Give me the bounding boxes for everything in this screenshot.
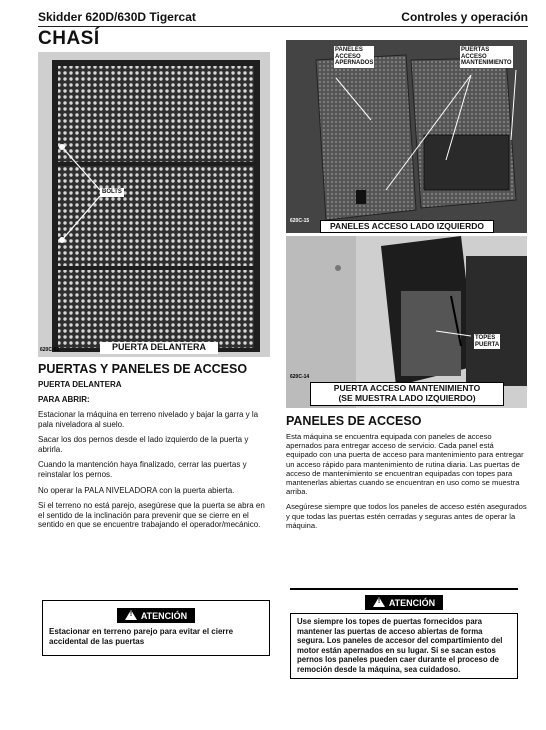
bolted-panels-callout: PANELES ACCESO APERNADOS: [335, 47, 374, 66]
warning-header: [290, 593, 518, 611]
header-left: Skidder 620D/630D Tigercat: [38, 10, 196, 24]
paragraph: Si el terreno no está parejo, asegúrese que la puerta se abra en el sentido de la inclinación para prevenir que se cierre en el sentido en que se encuentre trabajando el operador/mecánico.: [38, 501, 265, 530]
warning-box-left: [42, 600, 270, 656]
paragraph: Asegúrese siempre que todos los paneles de acceso estén asegurados y que todas las puertas estén cerradas y seguras antes de operar la máquina.: [286, 502, 527, 530]
paragraph: Cuando la mantención haya finalizado, cerrar las puertas y reinstalar los pernos.: [38, 460, 247, 479]
paragraph: Esta máquina se encuentra equipada con paneles de acceso apernados para entregar acceso de servicio. Cada panel está equipado con una puerta de acceso para mantenimiento para entregar un acceso rápido para mantenimiento de rutina diaria. Las puertas de acceso de mantenimiento se encuentran equipadas con topes para mantenerlas abiertas cuando se encuentran en uso como se muestra arriba.: [286, 432, 524, 497]
maint-door-code: 620C-14: [290, 374, 310, 380]
paragraph: Sacar los dos pernos desde el lado izquierdo de la puerta y abrirla.: [38, 435, 249, 454]
left-panels-code: 620C-15: [290, 218, 310, 224]
paragraph: No operar la PALA NIVELADORA con la puerta abierta.: [38, 485, 235, 495]
front-door-illustration: [38, 52, 270, 357]
front-door-photo: [38, 52, 270, 357]
warning-badge: [365, 595, 443, 610]
warning-text: Estacionar en terreno parejo para evitar el cierre accidental de las puertas: [49, 627, 234, 646]
header-divider: [38, 26, 528, 27]
header-right: Controles y operación: [401, 10, 528, 24]
maint-door-caption-line1: PUERTA ACCESO MANTENIMIENTO: [333, 383, 481, 393]
left-panels-caption: PANELES ACCESO LADO IZQUIERDO: [320, 220, 494, 233]
warning-text: Use siempre los topes de puertas fornecidos para mantener las puertas de acceso abiertas de forma segura. Los paneles de accesor del compartimiento del motor están apernados en su lugar. Si se sacan estos pernos los paneles pueden caer durante el proceso de remoción desde la máquina, sea cuidadoso.: [290, 613, 518, 679]
warning-triangle-icon: !: [373, 597, 385, 607]
warning-title: ATENCIÓN: [388, 598, 436, 608]
maint-door-photo: [286, 236, 527, 408]
warning-badge: [117, 608, 195, 623]
front-photo-caption: PUERTA DELANTERA: [100, 342, 218, 354]
left-column: [38, 362, 270, 530]
subheading-front-door: PUERTA DELANTERA: [38, 380, 122, 389]
warning-header: [43, 606, 269, 624]
warning-triangle-icon: !: [125, 610, 137, 620]
bolts-label: BOLTS: [102, 189, 122, 195]
left-panels-photo: [286, 40, 527, 233]
section-heading-doors-panels: PUERTAS Y PANELES DE ACCESO: [38, 362, 248, 376]
maint-doors-callout: PUERTAS ACCESO MANTENIMIENTO: [461, 47, 512, 66]
section-heading-access-panels: PANELES DE ACCESO: [286, 414, 422, 428]
right-column: [286, 414, 527, 530]
door-stops-callout: TOPES PUERTA: [475, 335, 500, 348]
to-open-label: PARA ABRIR:: [38, 395, 90, 404]
warning-title: ATENCIÓN: [140, 611, 188, 621]
maint-door-caption: [310, 382, 504, 406]
page-title: CHASÍ: [38, 28, 100, 49]
maint-door-caption-line2: (SE MUESTRA LADO IZQUIERDO): [338, 393, 476, 403]
left-panels-illustration: [286, 40, 527, 233]
paragraph: Estacionar la máquina en terreno nivelado y bajar la garra y la pala niveladora al suelo.: [38, 410, 259, 429]
warning-box-right: [290, 588, 518, 710]
front-photo-code: 620C-02: [40, 347, 60, 353]
